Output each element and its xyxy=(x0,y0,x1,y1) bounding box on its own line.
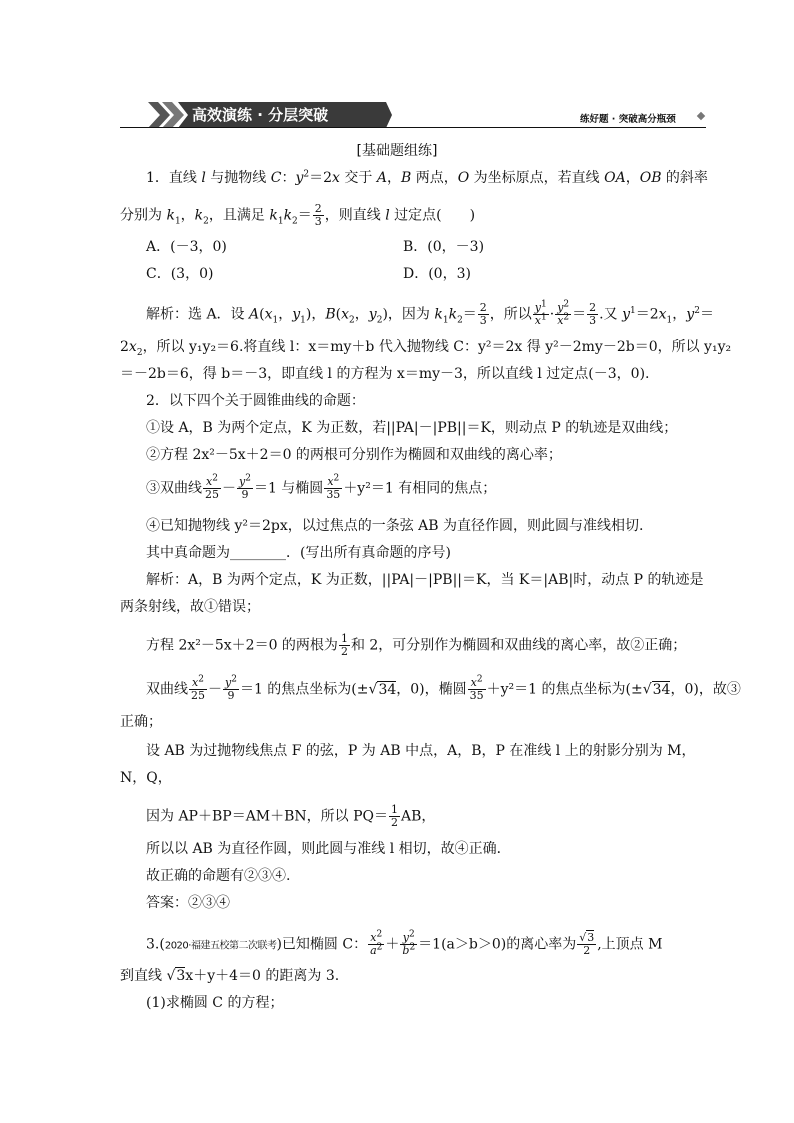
q3-part1: (1)求椭圆 C 的方程； xyxy=(146,995,284,1011)
q2-stem: 2．以下四个关于圆锥曲线的命题： xyxy=(146,393,365,409)
section-label: [基础题组练] xyxy=(356,143,438,159)
q2-question: 其中真命题为________．(写出所有真命题的序号) xyxy=(146,545,451,561)
q2-solution-line10: 故正确的命题有②③④. xyxy=(146,868,291,884)
q2-solution-line7: N，Q， xyxy=(120,770,172,786)
q1-solution-line2: $2x_2$，所以 y₁y₂＝6.将直线 l：x＝my＋b 代入抛物线 C：y²＝2x 得 y²－2my－2b＝0，所以 y₁y₂ xyxy=(120,339,732,358)
q1-solution-line1: 解析：选 A．设 $A(x_1$，$y_1$)，$B(x_2$，$y_2$)，因为 $k_1k_2=$ $\frac{2}{3}$ ，所以 $\frac{y^1}{x^1}$ · $\frac{y^2}{x^2}$ ＝ $\frac{2}{3}$ .又 $y^1=2x_1$，$y^2=$ xyxy=(146,299,714,327)
q2-answer: 答案：②③④ xyxy=(146,895,230,911)
q1-option-b: B．(0，－3) xyxy=(403,239,485,255)
q3-stem-line1: 3.(2020·福建五校第二次联考)已知椭圆 C： $\frac{x^2}{a^2}$ ＋ $\frac{y^2}{b^2}$ ＝1(a＞b＞0)的离心率为 $\frac{√3}{2}$ ,上顶点 M xyxy=(146,929,663,957)
q2-solution-line4: 双曲线 $\frac{x^2}{25}$ － $\frac{y^2}{9}$ ＝1 的焦点坐标为(±√34，0)，椭圆 $\frac{x^2}{35}$ ＋y²＝1 的焦点坐标为(±√34，0)，故③ xyxy=(146,674,741,702)
q2-solution-line1: 解析：A，B 为两个定点，K 为正数，||PA|－|PB||＝K，当 K＝|AB|时，动点 P 的轨迹是 xyxy=(146,572,704,588)
section-banner xyxy=(148,100,398,130)
q2-proposition-2: ②方程 2x²－5x＋2＝0 的两根可分别作为椭圆和双曲线的离心率； xyxy=(146,447,562,463)
q2-proposition-3: ③双曲线 $\frac{x^2}{25}$ － $\frac{y^2}{9}$ ＝1 与椭圆 $\frac{x^2}{35}$ ＋y²＝1 有相同的焦点； xyxy=(146,473,497,501)
q3-stem-line2: 到直线 √3x＋y＋4＝0 的距离为 3. xyxy=(120,968,340,984)
banner-title: 高效演练 · 分层突破 xyxy=(192,106,329,124)
q1-option-d: D．(0，3) xyxy=(403,266,471,282)
diamond-icon xyxy=(697,112,705,120)
q2-solution-line5: 正确； xyxy=(120,714,162,730)
q1-stem-line2: 分别为 $k_1$，$k_2$，且满足 $k_1k_2=$ $\frac{2}{3}$ ，则直线 l 过定点( ) xyxy=(120,202,476,228)
q1-stem-line1: 1．直线 l 与抛物线 C：$y^2=2x$ 交于 A，B 两点，O 为坐标原点，若直线 OA，OB 的斜率 xyxy=(146,169,708,186)
q2-solution-line3: 方程 2x²－5x＋2＝0 的两根为 $\frac{1}{2}$ 和 2，可分别作为椭圆和双曲线的离心率，故②正确； xyxy=(146,632,687,658)
q2-solution-line2: 两条射线，故①错误； xyxy=(120,599,260,615)
q1-option-a: A．(－3，0) xyxy=(146,239,227,255)
q2-solution-line6: 设 AB 为过抛物线焦点 F 的弦，P 为 AB 中点，A，B，P 在准线 l 上的射影分别为 M， xyxy=(146,743,696,759)
q2-solution-line9: 所以以 AB 为直径作圆，则此圆与准线 l 相切，故④正确． xyxy=(146,841,511,857)
q2-proposition-4: ④已知抛物线 y²＝2px，以过焦点的一条弦 AB 为直径作圆，则此圆与准线相切. xyxy=(146,518,644,534)
header-slogan: 练好题 · 突破高分瓶颈 xyxy=(580,114,676,125)
q1-option-c: C．(3，0) xyxy=(146,266,214,282)
q3-source: 2020·福建五校第二次联考 xyxy=(164,940,277,952)
q1-solution-line3: ＝－2b＝6，得 b＝－3，即直线 l 的方程为 x＝my－3，所以直线 l 过定点(－3，0). xyxy=(120,366,650,382)
header-divider xyxy=(120,127,706,128)
q2-solution-line8: 因为 AP＋BP＝AM＋BN，所以 PQ＝ $\frac{1}{2}$ AB， xyxy=(146,803,436,829)
q2-proposition-1: ①设 A，B 为两个定点，K 为正数，若||PA|－|PB||＝K，则动点 P 的轨迹是双曲线； xyxy=(146,420,678,436)
